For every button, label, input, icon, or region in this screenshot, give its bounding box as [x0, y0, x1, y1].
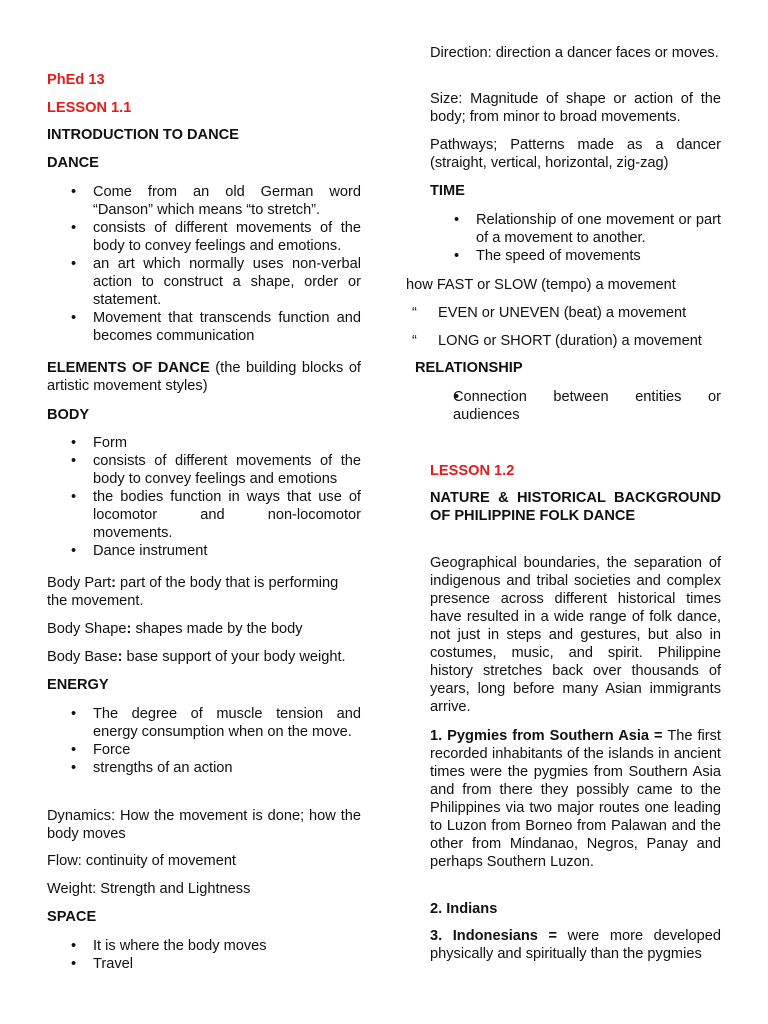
colon: :	[111, 575, 116, 591]
lesson-title: LESSON 1.1	[47, 100, 132, 116]
list-item: • consists of different movements of the body to convey feelings and emotions	[47, 452, 361, 488]
colon: :	[126, 621, 132, 637]
list-item: • consists of different movements of the body to convey feelings and emotions.	[47, 219, 361, 255]
body-shape-label: Body Shape	[47, 621, 127, 637]
nature-heading: NATURE & HISTORICAL BACKGROUND OF PHILIPPINE FOLK DANCE	[430, 490, 721, 524]
pygmies-label: 1. Pygmies from Southern Asia =	[430, 728, 663, 744]
list-item: • The degree of muscle tension and energy consumption when on the move.	[47, 705, 361, 741]
quote-mark: “	[412, 305, 417, 321]
direction-definition: Direction: direction a dancer faces or moves.	[430, 45, 719, 61]
relationship-heading: RELATIONSHIP	[415, 360, 523, 376]
body-part-text: part of the body that is performing the movement.	[47, 575, 339, 609]
indians-label: 2. Indians	[430, 901, 498, 917]
intro-heading: INTRODUCTION TO DANCE	[47, 127, 239, 143]
list-item: • the bodies function in ways that use of locomotor and non-locomotor movements.	[47, 488, 361, 542]
dance-bullet-list	[47, 183, 361, 345]
relationship-bullet-list	[430, 388, 721, 424]
list-item: • The speed of movements	[430, 247, 721, 265]
indonesians-text: were more developed physically and spiritually than the pygmies	[430, 928, 721, 962]
pygmies-text: The first recorded inhabitants of the islands in ancient times were the pygmies from Southern Asia and from there they possibly came to the Philippines via two major routes one leading to Luzon from Borneo from Palawan and the other from Mindanao, Negros, Panay and perhaps Southern Luzon.	[430, 728, 721, 870]
body-bullet-list	[47, 434, 361, 560]
list-item: • Form	[47, 434, 361, 452]
elements-heading: ELEMENTS OF DANCE	[47, 360, 210, 376]
energy-bullet-list	[47, 705, 361, 777]
weight-definition: Weight: Strength and Lightness	[47, 881, 251, 897]
lesson2-title: LESSON 1.2	[430, 463, 515, 479]
space-bullet-list	[47, 937, 361, 973]
body-base-text: base support of your body weight.	[122, 649, 346, 665]
body-shape-definition	[47, 620, 361, 638]
dynamics-definition: Dynamics: How the movement is done; how the body moves	[47, 808, 361, 842]
list-item: • Dance instrument	[47, 542, 361, 560]
colon: :	[117, 649, 123, 665]
quote-mark: “	[412, 333, 417, 349]
body-part-label: Body Part	[47, 575, 112, 591]
indonesians-label: 3. Indonesians =	[430, 928, 558, 944]
flow-definition: Flow: continuity of movement	[47, 853, 236, 869]
beat-text: EVEN or UNEVEN (beat) a movement	[438, 305, 687, 321]
list-item: • Connection between entities or audiences	[430, 388, 721, 424]
list-item: • strengths of an action	[47, 759, 361, 777]
pygmies-paragraph	[430, 727, 721, 871]
space-heading: SPACE	[47, 909, 97, 925]
body-heading: BODY	[47, 407, 90, 423]
time-heading: TIME	[430, 183, 465, 199]
body-base-label: Body Base	[47, 649, 118, 665]
list-item: • Travel	[47, 955, 361, 973]
list-item: • Movement that transcends function and becomes communication	[47, 309, 361, 345]
body-base-definition	[47, 648, 361, 666]
elements-desc: (the building blocks of artistic movement styles)	[47, 360, 361, 394]
dance-heading: DANCE	[47, 155, 99, 171]
list-item: • Come from an old German word “Danson” which means “to stretch”.	[47, 183, 361, 219]
list-item: • Force	[47, 741, 361, 759]
geo-paragraph: Geographical boundaries, the separation of indigenous and tribal societies and complex presence across different historical times have resulted in a wide range of folk dance, not just in steps and gestures, but also in costumes, music, and spirit. Philippine history stretches back over thousands of years, long before many Asian immigrants arrive.	[430, 555, 721, 715]
list-item: • It is where the body moves	[47, 937, 361, 955]
tempo-line: how FAST or SLOW (tempo) a movement	[406, 277, 676, 293]
energy-heading: ENERGY	[47, 677, 109, 693]
pathways-definition: Pathways; Patterns made as a dancer (straight, vertical, horizontal, zig-zag)	[430, 137, 721, 171]
elements-paragraph	[47, 359, 361, 395]
course-code: PhEd 13	[47, 72, 105, 88]
body-shape-text: shapes made by the body	[131, 621, 303, 637]
size-definition: Size: Magnitude of shape or action of the body; from minor to broad movements.	[430, 91, 721, 125]
indonesians-paragraph	[430, 927, 721, 963]
time-bullet-list	[430, 211, 721, 265]
duration-text: LONG or SHORT (duration) a movement	[438, 333, 702, 349]
body-part-definition	[47, 574, 361, 610]
list-item: • an art which normally uses non-verbal action to construct a shape, order or statement.	[47, 255, 361, 309]
list-item: • Relationship of one movement or part of a movement to another.	[430, 211, 721, 247]
